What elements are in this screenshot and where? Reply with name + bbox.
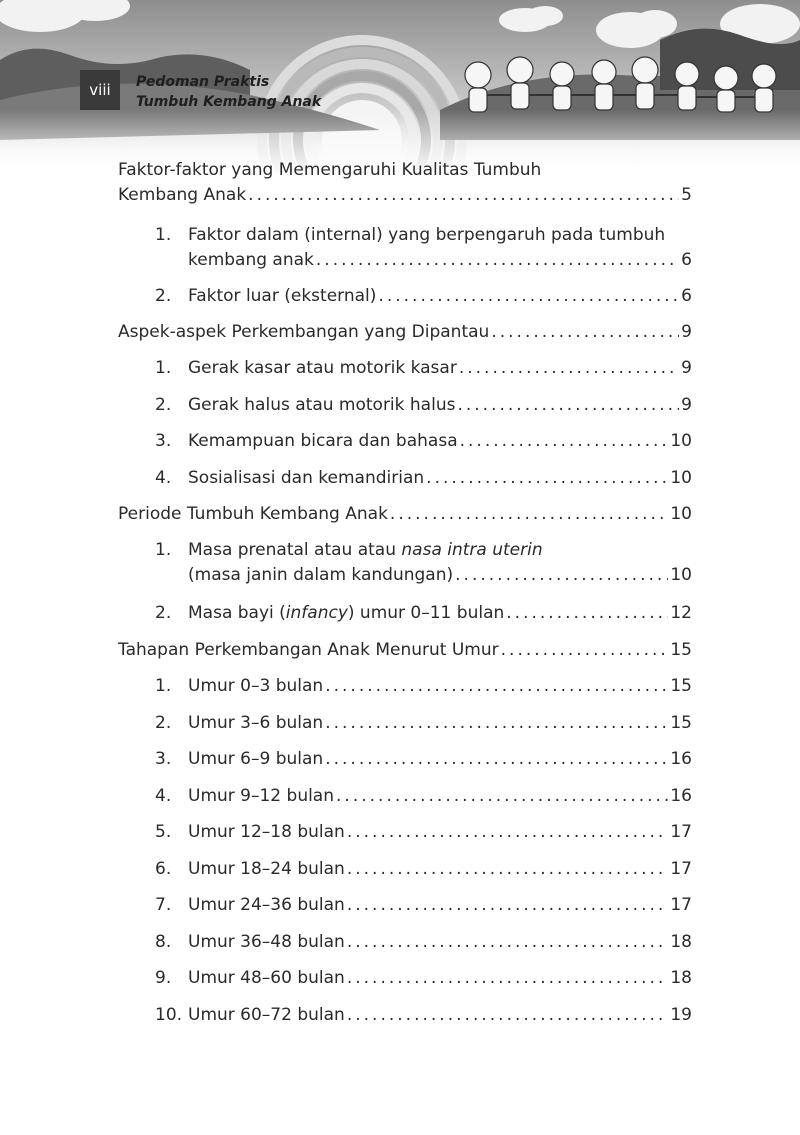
toc-entry-text: Umur 24–36 bulan [188,895,345,915]
toc-entry[interactable] [155,820,692,845]
toc-page-number: 10 [670,431,692,451]
toc-page-number: 10 [670,468,692,488]
toc-entry[interactable] [155,1003,692,1028]
toc-entry-text-part: Masa prenatal atau atau [188,540,402,560]
toc-item-number: 3. [155,749,172,769]
dot-leader [501,638,669,663]
toc-entry-text: Aspek-aspek Perkembangan yang Dipantau [118,322,490,342]
toc-page-number: 17 [670,895,692,915]
toc-entry-text: Umur 0–3 bulan [188,676,324,696]
toc-entry-text: Tahapan Perkembangan Anak Menurut Umur [118,640,499,660]
dot-leader [336,784,668,809]
toc-item-number: 5. [155,822,172,842]
toc-item-number: 2. [155,286,172,306]
toc-page-number: 16 [670,786,692,806]
toc-entry-text: Umur 6–9 bulan [188,749,324,769]
toc-item-number: 3. [155,431,172,451]
dot-leader [316,248,679,273]
toc-page-number: 17 [670,822,692,842]
toc-page-number: 18 [670,968,692,988]
dot-leader [426,466,668,491]
toc-item-number: 1. [155,676,172,696]
dot-leader [455,563,668,588]
toc-page-number: 10 [670,565,692,585]
toc-entry[interactable] [155,966,692,991]
toc-item-number: 2. [155,395,172,415]
dot-leader [347,820,669,845]
toc-page-number: 17 [670,859,692,879]
toc-item-number: 1. [155,540,172,560]
toc-entry[interactable] [118,158,692,208]
toc-entry-text: Periode Tumbuh Kembang Anak [118,504,388,524]
dot-leader [506,601,668,626]
toc-entry[interactable] [155,284,692,309]
toc-entry-text: Umur 60–72 bulan [188,1005,345,1025]
toc-entry[interactable] [155,356,692,381]
toc-entry-text-part: ) umur 0–11 bulan [347,603,505,623]
toc-entry-text: Kemampuan bicara dan bahasa [188,431,458,451]
dot-leader [347,893,669,918]
toc-entry-text-italic: nasa intra uterin [401,540,543,560]
toc-entry-text: Umur 48–60 bulan [188,968,345,988]
header-illustration [0,0,800,175]
toc-entry-text-italic: infancy [285,603,348,623]
toc-page-number: 15 [670,676,692,696]
toc-page-number: 18 [670,932,692,952]
dot-leader [325,711,668,736]
toc-page-number: 10 [670,504,692,524]
toc-page-number: 6 [681,250,692,270]
toc-entry-text-part: Masa bayi ( [188,603,286,623]
running-title-line2: Tumbuh Kembang Anak [136,94,322,110]
toc-entry-text-line1 [188,538,692,563]
dot-leader [378,284,679,309]
toc-item-number: 2. [155,713,172,733]
dot-leader [390,502,668,527]
toc-page-number: 15 [670,713,692,733]
toc-entry-text: Kembang Anak [118,185,247,205]
toc-entry-text-line1: Faktor-faktor yang Memengaruhi Kualitas Tumbuh [118,160,542,180]
toc-entry[interactable] [118,502,692,527]
dot-leader [491,320,679,345]
toc-entry-text: Gerak kasar atau motorik kasar [188,358,457,378]
dot-leader [460,429,669,454]
toc-entry-text: Gerak halus atau motorik halus [188,395,456,415]
toc-page-number: 12 [670,603,692,623]
toc-entry[interactable] [155,930,692,955]
dot-leader [347,966,669,991]
toc-entry[interactable] [155,747,692,772]
toc-entry[interactable] [155,674,692,699]
dot-leader [325,747,668,772]
toc-entry-text: Faktor luar (eksternal) [188,286,377,306]
toc-page-number: 9 [681,395,692,415]
dot-leader [347,930,669,955]
toc-entry-text [188,601,504,626]
toc-page-number: 9 [681,358,692,378]
toc-page-number: 6 [681,286,692,306]
toc-page-number: 15 [670,640,692,660]
toc-entry[interactable] [118,638,692,663]
toc-page-number: 19 [670,1005,692,1025]
toc-entry-text: Umur 9–12 bulan [188,786,335,806]
toc-entry-text: kembang anak [188,250,314,270]
toc-item-number: 9. [155,968,172,988]
toc-entry-text: Umur 36–48 bulan [188,932,345,952]
toc-entry[interactable] [155,711,692,736]
running-title [136,72,321,112]
toc-entry-text-line1: Faktor dalam (internal) yang berpengaruh pada tumbuh [188,225,666,245]
toc-page-number: 9 [681,322,692,342]
toc-page-number: 5 [681,185,692,205]
toc-item-number: 4. [155,468,172,488]
dot-leader [347,857,669,882]
running-title-line1: Pedoman Praktis [136,74,270,90]
toc-entry[interactable] [155,393,692,418]
toc-entry-text: Umur 3–6 bulan [188,713,324,733]
toc-entry[interactable] [155,857,692,882]
toc-item-number: 1. [155,225,172,245]
toc-entry-text: Sosialisasi dan kemandirian [188,468,425,488]
dot-leader [325,674,668,699]
toc-item-number: 10. [155,1005,183,1025]
toc-entry[interactable] [155,538,692,588]
toc-entry[interactable] [155,429,692,454]
toc-item-number: 4. [155,786,172,806]
toc-item-number: 8. [155,932,172,952]
dot-leader [347,1003,669,1028]
toc-item-number: 6. [155,859,172,879]
toc-entry-text: Umur 18–24 bulan [188,859,345,879]
toc-entry[interactable] [155,466,692,491]
toc-entry[interactable] [118,320,692,345]
toc-entry[interactable] [155,893,692,918]
dot-leader [459,356,679,381]
toc-entry-text: Umur 12–18 bulan [188,822,345,842]
toc-item-number: 2. [155,603,172,623]
toc-item-number: 7. [155,895,172,915]
page-number: viii [80,70,120,110]
toc-item-number: 1. [155,358,172,378]
toc-entry[interactable] [155,601,692,626]
toc-page-number: 16 [670,749,692,769]
toc-entry[interactable] [155,784,692,809]
toc-entry[interactable] [155,223,692,273]
dot-leader [248,183,679,208]
toc-entry-text: (masa janin dalam kandungan) [188,565,454,585]
dot-leader [457,393,679,418]
